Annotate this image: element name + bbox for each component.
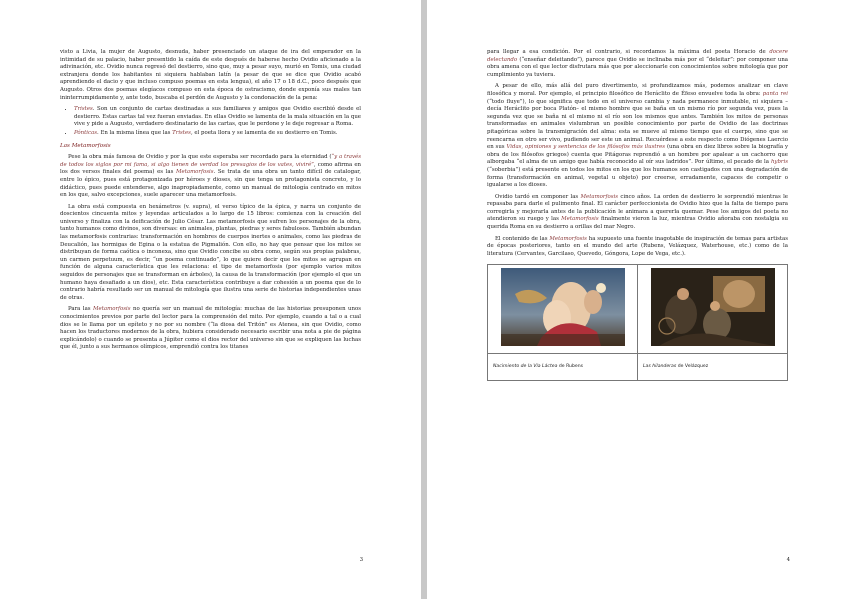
paragraph: [487, 194, 788, 232]
figure-caption: [488, 354, 638, 381]
text-run: para llegar a esa condición. Por el contrario, si recordamos la máxima del poeta Horacio de: [487, 49, 770, 55]
text-run: Para las: [68, 306, 94, 313]
paragraph: [487, 83, 788, 189]
text-run: El contenido de las: [495, 235, 550, 242]
text-run: finalmente vieron la luz, mientras Ovidio añoraba con nostalgia su querida Roma en su destierro a orillas del mar Negro.: [487, 216, 788, 231]
quote: hybris: [770, 159, 788, 166]
work-title: Metamorfosis: [175, 169, 214, 176]
text-run: (una obra en diez libros sobre la biografía y obra de los filósofos griegos) cuenta que Pitágoras reprendió a un hombre por apalear a un cachorro que alborgaba “el alma de un amigo que había reconocido al oír sus ladridos”. Por último, el pecado de la: [487, 144, 788, 166]
caption-text: de Rubens: [557, 364, 584, 370]
text-run: , como afirma en los dos versos finales del poema) es las: [60, 161, 361, 176]
page-number: 3: [359, 557, 363, 563]
text-run: Ovidio tardó en componer las: [495, 193, 581, 200]
quote: panta rei: [762, 90, 788, 97]
caption-title: Nacimiento de la Vía Láctea: [493, 364, 558, 370]
paragraph: [60, 154, 361, 200]
work-title: Metamorfosis: [93, 306, 131, 313]
page-content: [487, 49, 788, 381]
text-run: . Se trata de una obra un tanto difícil de catalogar, entre lo épico, pues está protagonizada por héroes y dioses, sin que tenga un protagonista concreto, y lo didáctico, pues puede entenderse, algo inapropiadamente, como un manual de mitología centrado en mitos en los que, salvo excepciones, suele aparecer una metamorfosis.: [60, 169, 361, 199]
work-title: Metamorfosis: [561, 216, 599, 223]
text-run: (“todo fluye”), lo que significa que todo en el universo cambia y nada permanece inmutable, ni siquiera –decía Heráclito por boca Platón– el mismo hombre que se baña en un mismo río por segunda vez, pues la segunda vez que se baña ni el mismo ni el río son los mismos que antes. También los mitos de personas transformadas en animales vislumbran un posible conocimiento por parte de Ovidio de las doctrinas pitagóricas sobre la transmigración del alma: esta se mueve al mismo tiempo que el cuerpo, sino que se reencarna en otro ser vivo, pudiendo ser este un animal. Recuérdese a este respecto como Diógenes Laercio en sus: [487, 98, 788, 151]
figure-cell: [488, 265, 638, 354]
rubens-milky-way-painting-icon: [501, 268, 625, 346]
page-number: 4: [786, 557, 790, 563]
text-run: (“soberbia”) está presente en todos los mitos en los que los humanos son castigados con una degradación de forma (transformación en animal, vegetal u objeto) por creerse, erradamente, capaces de competir o igualarse a los dioses.: [487, 166, 788, 189]
work-title: Vidas, opiniones y sentencias de los filósofos más ilustres: [506, 144, 666, 151]
velazquez-spinners-painting-icon: [651, 268, 775, 346]
intro-paragraph: [487, 49, 788, 79]
work-title: Pónticas: [74, 129, 98, 136]
figure-caption: [638, 354, 788, 381]
document-page-left: [0, 0, 421, 599]
work-title: Tristes: [74, 106, 93, 113]
paragraph: [487, 236, 788, 259]
section-heading: Las Metamorfosis: [60, 142, 111, 149]
list-item-text: . Son un conjunto de cartas destinadas a sus familiares y amigos que Ovidio escribió desde el destierro. Estas cartas tal vez fueran enviadas. En ellas Ovidio se lamenta de la mala situación en la que vive y pide a Augusto, verdadero destinatario de las cartas, que le perdone y le deje regresar a Roma.: [74, 106, 361, 128]
work-title: Metamorfosis: [580, 193, 619, 200]
caption-title: Las hilanderas: [643, 364, 677, 370]
intro-paragraph: visto a Livia, la mujer de Augusto, desnuda, haber presenciado un ataque de ira del emperador en la intimidad de su palacio, haber presentido la caída de este después de haberse hecho Ovidio aficionado a la adivinación, etc. Ovidio nunca regresó del destierro, sino que, muy a pesar suyo, murió en Tomis, una ciudad extranjera donde los habitantes ni siquiera hablaban latín (a pesar de que se dice que Ovidio acabó aprendiendo el dacio y que incluso compuso poemas en esta lengua), el año 17 o 18 d.C., poco después que Augusto. Otros dos poemas elegíacos compuso en esta época de ostracismo, donde exponía sus males tan ininterrumpidamente y, ante todo, buscaba el perdón de Augusto y la condonación de la pena:: [60, 49, 361, 101]
work-title: Tristes: [172, 129, 191, 136]
text-run: A pesar de ello, más allá del puro divertimento, si profundizamos más, podemos analizar en clave filosófica y moral. Por ejemplo, el principio filosófico de Heráclito de Éfeso envuelve toda la obra:: [487, 83, 788, 97]
list-item-text: . En la misma línea que las: [97, 129, 173, 136]
paragraph: [60, 306, 361, 352]
figure-cell: [638, 265, 788, 354]
work-title: Metamorfosis: [549, 235, 587, 242]
list-item: [74, 130, 361, 138]
quote: “y a través de todos los siglos por mi fama, si algo tienen de verdad los presagios de los vates, viviré”: [60, 154, 361, 168]
list-item: [74, 106, 361, 129]
text-run: Pese la obra más famosa de Ovidio y por la que este esperaba ser recordado para la eternidad (: [68, 154, 332, 161]
figure-table: [487, 264, 788, 381]
paragraph: La obra está compuesta en hexámetros (v. supra), el verso típico de la épica, y narra un conjunto de doscientos cincuenta mitos y leyendas articulados a lo largo de 15 libros: comienza con la creación del universo y finaliza con la deificación de Julio César. Las metamorfosis que sufren los personajes de la obra, tanto humanos como divinos, son diversas: en animales, plantas, piedras y seres fabulosos. También abundan las metamorfosis contrarias: transformación en hombres de cuerpos inertes o animales, como las piedras de Deucalión, las hormigas de Egina o la estatua de Pigmalión. Con ello, no hay que pensar que los mitos se distribuyan de forma caótica o inconexa, sino que Ovidio concibe su obra como, según sus propias palabras, un carmen perpetuum, es decir, “un poema continuado”, lo que quiere decir que los mitos se agrupan en función de alguna característica que les relaciona: el tipo de metamorfosis (por ejemplo varios mitos seguidos de personajes que se transforman en árboles), la causa de la transformación (por ejemplo el que un humano haya desafiado a un dios), etc. Esta característica contribuye a dar cohesión a un poema que de lo contrario habría resultado ser un manual de mitología que ilustra una serie de historias independientes unas de otras.: [60, 203, 361, 301]
text-run: cinco años. La orden de destierro le sorprendió mientras le repasaba para darle el pulimento final. El carácter perfeccionista de Ovidio hizo que la falta de tiempo para corregirla y mejorarla antes de la publicación le animara a quererla quemar. Pese los amigos del poeta no atendieron su ruego y las: [487, 193, 788, 223]
text-run: no quería ser un manual de mitología: muchas de las historias presuponen unos conocimientos previos por parte del lector para la comprensión del mito. Por ejemplo, cuando a tal o a cual dios se le llama por un epíteto y no por su nombre (“la diosa del Tritón” es Atenea, sin que Ovidio, como hacen los traductores modernos de la obra, hubiera considerado necesario escribir una nota a pie de página explicándolo) o cuando se presenta a Júpiter como el dios rector del universo sin que se expliquen las luchas que él, junto a sus hermanos olímpicos, emprendió contra los titanes: [60, 306, 361, 351]
text-run: (“enseñar deleitando”), parece que Ovidio se inclinaba más por el “deleitar”: por componer una obra amena con el que lector disfrutara más que por aleccionarle con conocimientos sobre mitología que por cumplimiento ya tuviera.: [487, 56, 788, 78]
document-page-right: [427, 0, 848, 599]
page-content: [60, 49, 361, 356]
quote: docere delectando: [487, 49, 788, 63]
caption-text: de Velázquez: [676, 364, 709, 370]
bullet-list: [60, 106, 361, 137]
list-item-text: , el poeta llora y se lamenta de su destierro en Tomis.: [190, 129, 338, 136]
text-run: ha supuesto una fuente inagotable de inspiración de temas para artistas de épocas posteriores, tanto en el mundo del arte (Rubens, Velázquez, Waterhouse, etc.) como de la literatura (Cervantes, Garcilaso, Quevedo, Góngora, Lope de Vega, etc.).: [487, 235, 789, 257]
